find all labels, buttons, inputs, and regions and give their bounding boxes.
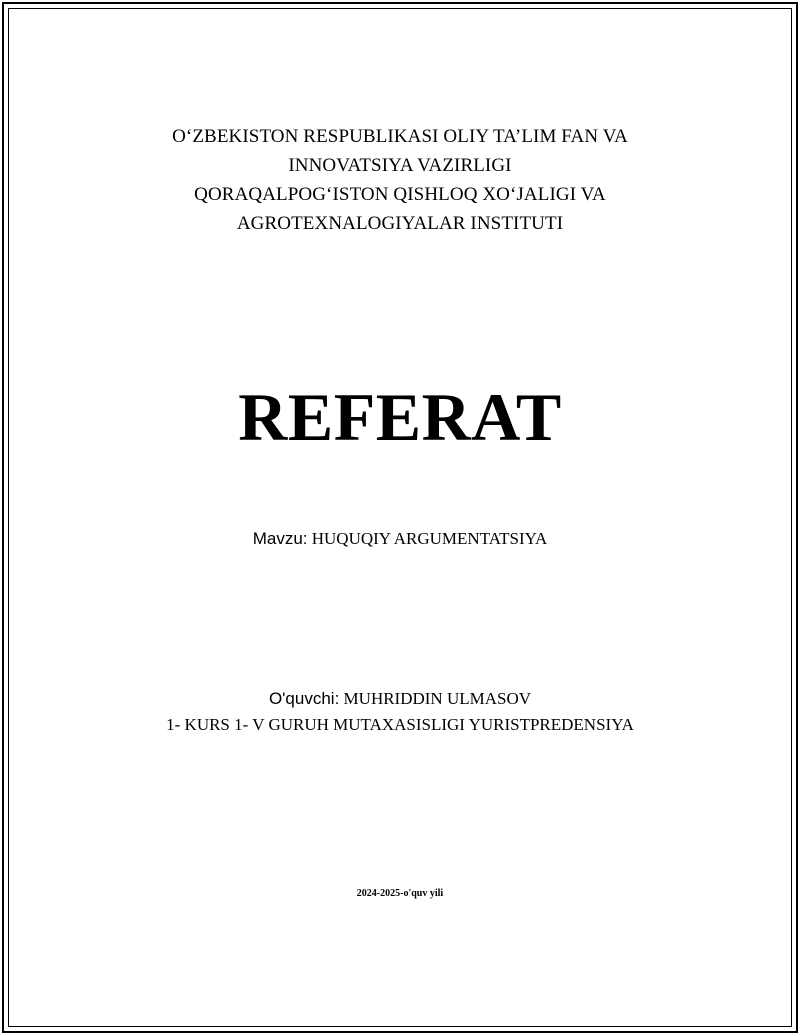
header-line-1: O‘ZBEKISTON RESPUBLIKASI OLIY TA’LIM FAN VA xyxy=(172,126,628,147)
student-label: O'quvchi: xyxy=(268,689,340,708)
student-name-line xyxy=(0,686,800,712)
student-name: MUHRIDDIN ULMASOV xyxy=(343,689,532,708)
student-info xyxy=(0,686,800,738)
document-title: REFERAT xyxy=(238,379,562,455)
topic-line xyxy=(0,528,800,550)
student-course-line: 1- KURS 1- V GURUH MUTAXASISLIGI YURISTPREDENSIYA xyxy=(166,715,634,734)
topic-label: Mavzu: xyxy=(252,529,308,548)
header-line-4: AGROTEXNALOGIYALAR INSTITUTI xyxy=(236,213,564,234)
topic-value: HUQUQIY ARGUMENTATSIYA xyxy=(311,529,548,548)
header-line-2: INNOVATSIYA VAZIRLIGI xyxy=(288,155,512,176)
title-section xyxy=(0,377,800,457)
header-line-3: QORAQALPOG‘ISTON QISHLOQ XO‘JALIGI VA xyxy=(194,184,606,205)
institution-header xyxy=(0,122,800,238)
academic-year: 2024-2025-o'quv yili xyxy=(356,888,444,899)
